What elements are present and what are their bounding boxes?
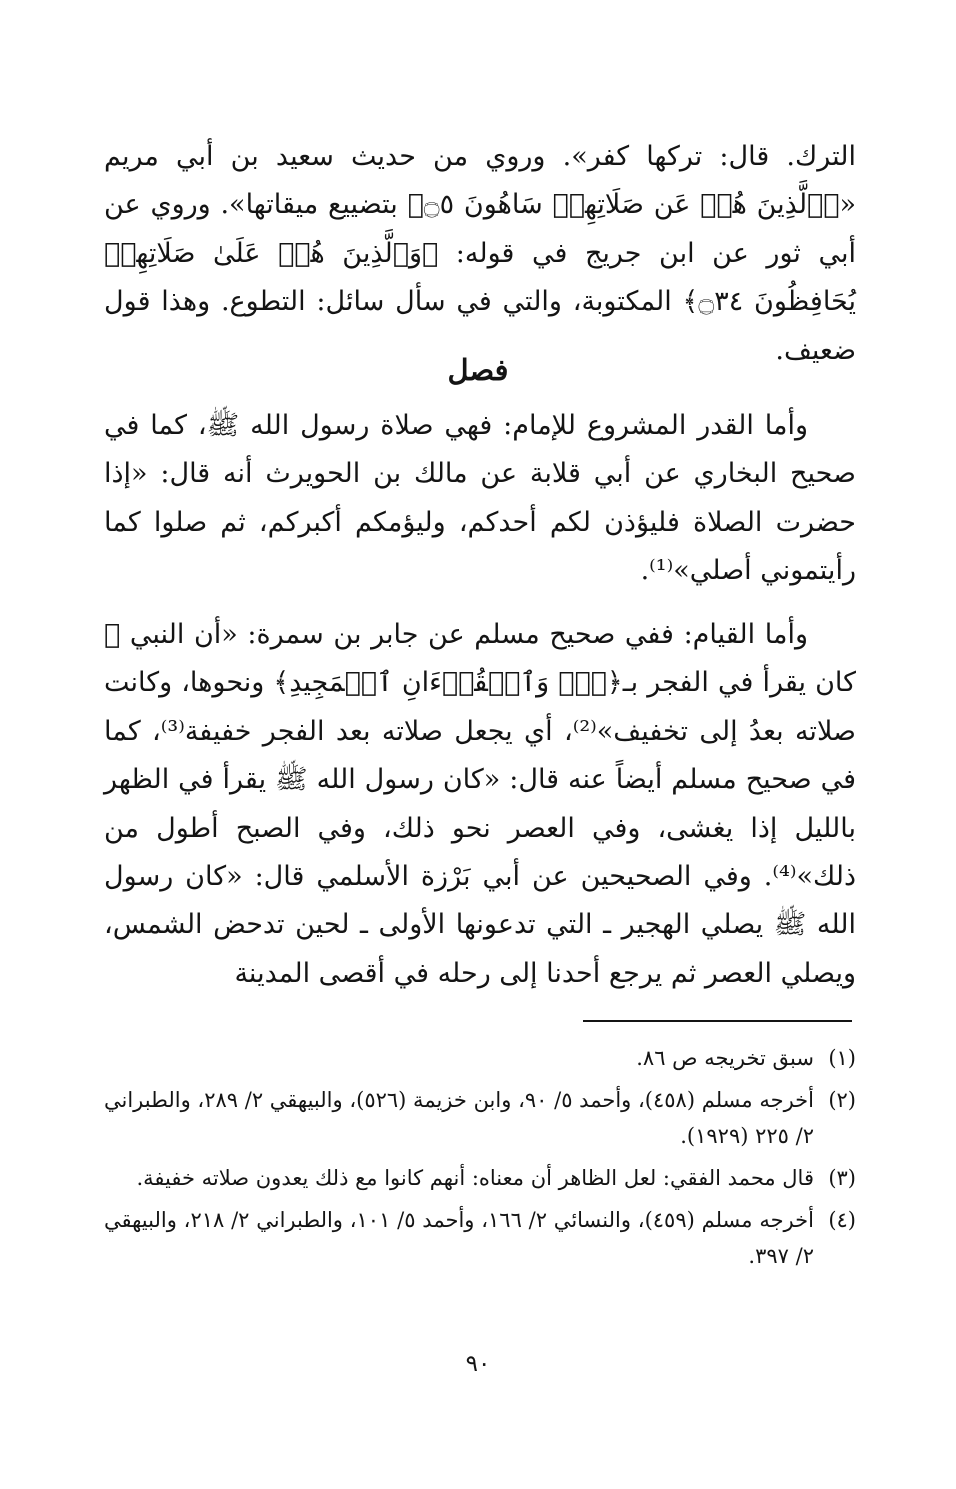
footnote-text: أخرجه مسلم (٤٥٨)، وأحمد ٥/ ٩٠، وابن خزيمة (٥٢٦)، والبيهقي ٢/ ٢٨٩، والطبراني ٢/ ٢٢٥ (١٩٢٩). [104,1088,814,1148]
footnote-text: أخرجه مسلم (٤٥٩)، والنسائي ٢/ ١٦٦، وأحمد ٥/ ١٠١، والطبراني ٢/ ٢١٨، والبيهقي ٢/ ٣٩٧. [104,1208,814,1268]
footnote-item [104,1082,856,1154]
footnote-number: (٣) [828,1166,856,1190]
paragraph-continuation-text: الترك. قال: تركها كفر». وروي من حديث سعيد بن أبي مريم «﴿ٱلَّذِينَ هُمۡ عَن صَلَاتِهِمۡ سَاهُونَ ۝٥﴾ بتضييع ميقاتها». وروي عن أبي ثور عن ابن جريج في قوله: ﴿وَٱلَّذِينَ هُمۡ عَلَىٰ صَلَاتِهِمۡ يُحَافِظُونَ ۝٣٤﴾ المكتوبة، والتي في سأل سائل: التطوع. وهذا قول ضعيف. [104,141,856,366]
footnotes-section [104,1040,856,1280]
footnote-number: (٢) [828,1088,856,1112]
paragraph-imam-measure [104,402,856,596]
paragraph-imam-measure-text: وأما القدر المشروع للإمام: فهي صلاة رسول الله ﷺ، كما في صحيح البخاري عن أبي قلابة عن مالك بن الحويرث أنه قال: «إذا حضرت الصلاة فليؤذن لكم أحدكم، وليؤمكم أكبركم، ثم صلوا كما رأيتموني أصلي»⁽¹⁾. [104,410,856,587]
paragraph-standing [104,611,856,998]
paragraph-continuation [104,133,856,375]
section-heading: فصل [447,353,509,387]
footnote-item [104,1160,856,1196]
footnote-text: سبق تخريجه ص ٨٦. [636,1046,814,1070]
footnote-item [104,1202,856,1274]
footnote-divider [583,1020,852,1022]
page-number: ٩٠ [465,1351,491,1377]
footnote-number: (١) [828,1046,856,1070]
paragraph-standing-text: وأما القيام: ففي صحيح مسلم عن جابر بن سمرة: «أن النبي ﷺ كان يقرأ في الفجر بـ﴿قٓۚ وَٱلۡقُرۡءَانِ ٱلۡمَجِيدِ﴾ ونحوها، وكانت صلاته بعدُ إلى تخفيف»⁽²⁾، أي يجعل صلاته بعد الفجر خفيفة⁽³⁾، كما في صحيح مسلم أيضاً عنه قال: «كان رسول الله ﷺ يقرأ في الظهر بالليل إذا يغشى، وفي العصر نحو ذلك، وفي الصبح أطول من ذلك»⁽⁴⁾. وفي الصحيحين عن أبي بَرْزة الأسلمي قال: «كان رسول الله ﷺ يصلي الهجير ـ التي تدعونها الأولى ـ لحين تدحض الشمس، ويصلي العصر ثم يرجع أحدنا إلى رحله في أقصى المدينة [104,619,856,989]
footnote-item [104,1040,856,1076]
footnote-number: (٤) [828,1208,856,1232]
footnote-text: قال محمد الفقي: لعل الظاهر أن معناه: أنهم كانوا مع ذلك يعدون صلاته خفيفة. [136,1166,814,1190]
